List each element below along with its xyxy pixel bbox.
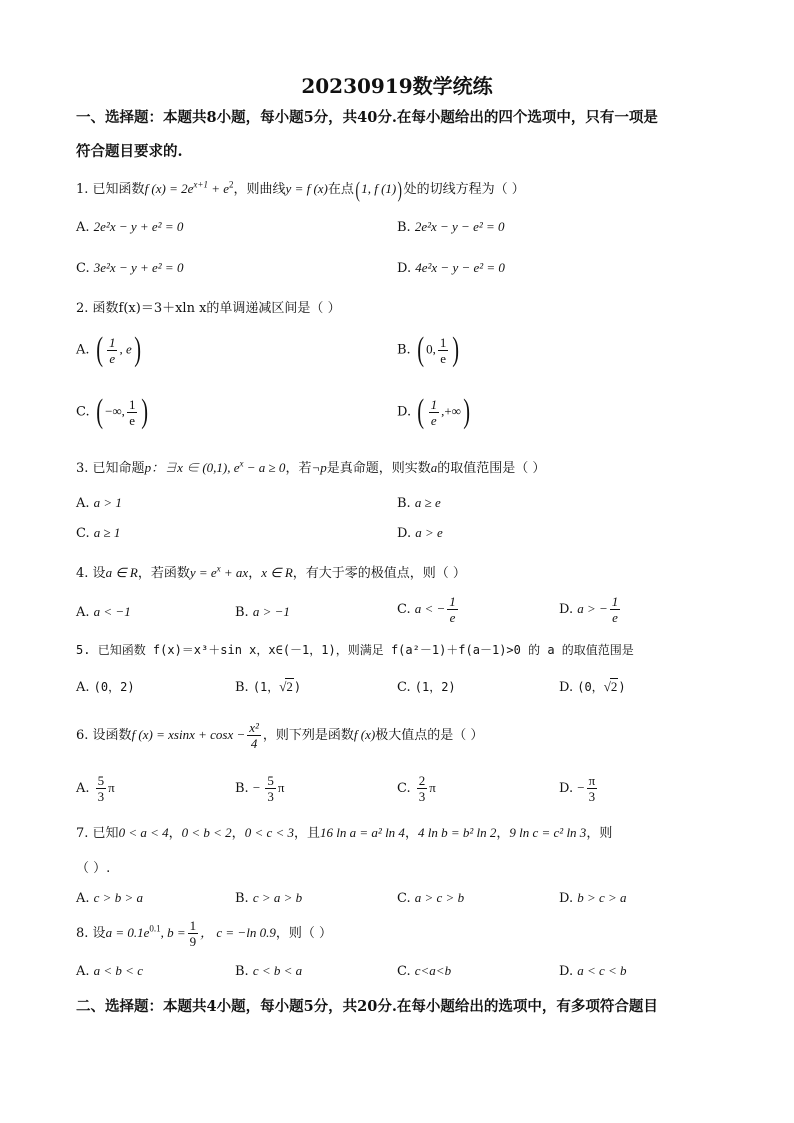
- question-5: 5. 已知函数 f(x)＝x³＋sin x，x∈(－1，1)，则满足 f(a²－1)＋f(a－1)>0 的 a 的取值范围是: [76, 643, 634, 657]
- question-7-option-d: D. b > c > a: [559, 890, 627, 906]
- question-5-option-b: B. (1，√2): [235, 679, 302, 695]
- question-3-option-a: A. a > 1: [76, 495, 122, 511]
- question-6-option-c: C. $\frac{2}{3}$ π: [397, 773, 436, 804]
- question-1: 1. 已知函数f $(x) = 2e^{x+1} + e^2$，则曲线y = f (x)在点(1, f (1))处的切线方程为（ ）: [76, 176, 525, 202]
- question-2: 2. 函数f(x)＝3＋xln x的单调递减区间是（ ）: [76, 301, 341, 316]
- question-2-option-b: B. ( 0, $\frac{1}{e}$ ): [397, 331, 460, 368]
- question-2-option-c: C. ( −∞, $\frac{1}{e}$ ): [76, 393, 149, 430]
- question-3: 3. 已知命题p：∃x ∈ (0,1), $e^x - a \ge 0$，若¬p是真命题，则实数a的取值范围是（ ）: [76, 458, 546, 476]
- question-8-option-d: D. a < c < b: [559, 963, 627, 979]
- question-6: 6. 设函数f (x) = xsinx + cosx − $\frac{\text{x²}}{4}$ ，则下列是函数f (x)极大值点的是（ ）: [76, 720, 484, 751]
- question-1-option-c: C. 3e²x − y + e² = 0: [76, 260, 184, 276]
- question-7-option-b: B. c > a > b: [235, 890, 303, 906]
- question-6-option-b: B. − $\frac{5}{3}$ π: [235, 773, 285, 804]
- question-1-option-d: D. 4e²x − y − e² = 0: [397, 260, 505, 276]
- question-4-option-d: D. a > − $\frac{1}{e}$: [559, 594, 619, 625]
- question-7-blank: （ ）.: [76, 861, 111, 876]
- question-7-option-c: C. a > c > b: [397, 890, 465, 906]
- question-4-option-a: A. a < −1: [76, 604, 131, 620]
- question-4-option-c: C. a < − $\frac{1}{e}$: [397, 594, 456, 625]
- question-5-option-a: A. (0，2): [76, 680, 135, 695]
- question-8: 8. 设$a = 0.1e^{0.1}$, b = $\frac{1}{9}$ ， c = −ln 0.9，则（ ）: [76, 918, 332, 949]
- question-6-option-d: D. − $\frac{\pi}{3}$: [559, 773, 596, 804]
- question-8-option-c: C. c<a<b: [397, 963, 452, 979]
- question-7: 7. 已知0 < a < 4，0 < b < 2，0 < c < 3，且16 ln a = a² ln 4，4 ln b = b² ln 2，9 ln c = c² ln 3，则: [76, 825, 613, 841]
- question-4: 4. 设a ∈ R，若函数$y = e^x$ + ax，x ∈ R，有大于零的极值点，则（ ）: [76, 563, 466, 581]
- question-2-option-d: D. ( $\frac{1}{e}$ ,+∞): [397, 393, 470, 430]
- question-8-option-b: B. c < b < a: [235, 963, 303, 979]
- question-3-option-b: B. a ≥ e: [397, 495, 441, 511]
- question-6-option-a: A. $\frac{5}{3}$ π: [76, 773, 115, 804]
- section-2-line-1: 二、选择题：本题共4小题，每小题5分，共20分.在每小题给出的选项中，有多项符合题目: [76, 998, 658, 1015]
- section-1-heading: [76, 101, 726, 169]
- question-8-option-a: A. a < b < c: [76, 963, 143, 979]
- question-2-option-a: A. ( $\frac{1}{e}$ , e): [76, 331, 141, 368]
- question-1-option-b: B. 2e²x − y − e² = 0: [397, 219, 505, 235]
- question-1-option-a: A. 2e²x − y + e² = 0: [76, 219, 184, 235]
- section-2-heading: [76, 990, 736, 1024]
- section-1-line-1: 一、选择题：本题共8小题，每小题5分，共40分.在每小题给出的四个选项中，只有一项是: [76, 109, 658, 126]
- question-4-option-b: B. a > −1: [235, 604, 290, 620]
- question-5-option-c: C. (1，2): [397, 680, 456, 695]
- page-title: 20230919数学统练: [301, 74, 493, 98]
- question-7-option-a: A. c > b > a: [76, 890, 143, 906]
- question-5-option-d: D. (0，√2): [559, 679, 626, 695]
- question-3-option-c: C. a ≥ 1: [76, 525, 121, 541]
- section-1-line-2: 符合题目要求的.: [76, 143, 183, 160]
- question-3-option-d: D. a > e: [397, 525, 443, 541]
